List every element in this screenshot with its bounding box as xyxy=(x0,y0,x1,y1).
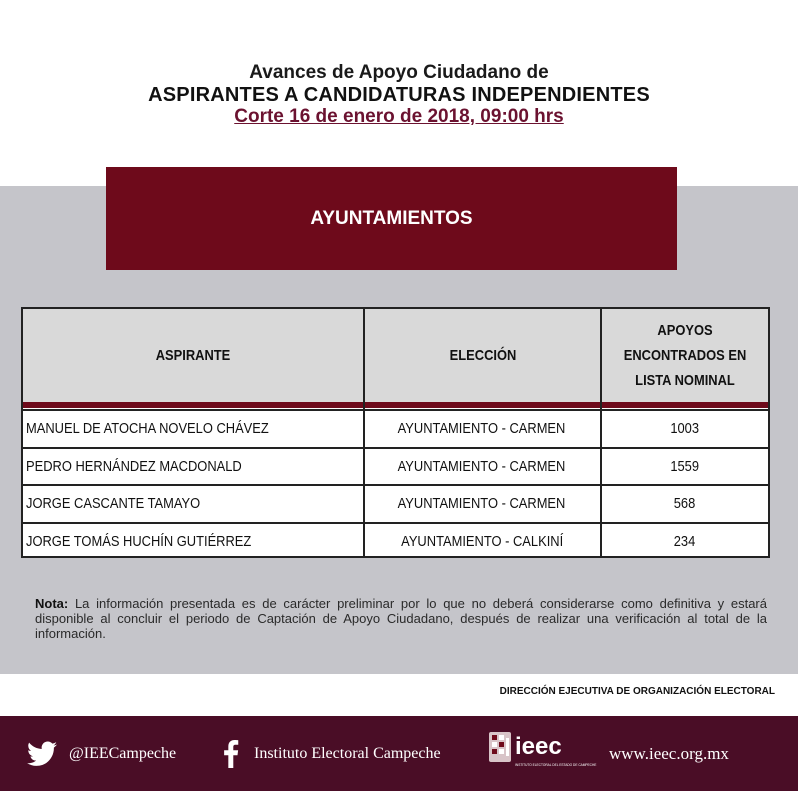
cell-eleccion: AYUNTAMIENTO - CARMEN xyxy=(398,494,566,512)
note-label: Nota: xyxy=(35,596,69,611)
website-link[interactable]: www.ieec.org.mx xyxy=(609,743,729,763)
section-banner: AYUNTAMIENTOS xyxy=(106,167,677,270)
title-date xyxy=(0,106,798,128)
column-divider xyxy=(363,309,365,556)
department-name: DIRECCIÓN EJECUTIVA DE ORGANIZACIÓN ELECTORAL xyxy=(499,686,775,697)
cell-eleccion: AYUNTAMIENTO - CARMEN xyxy=(398,457,566,475)
cell-aspirante: MANUEL DE ATOCHA NOVELO CHÁVEZ xyxy=(26,419,269,437)
table-header xyxy=(23,309,768,403)
table-row xyxy=(23,447,768,483)
footer xyxy=(0,716,798,791)
cell-apoyos: 1003 xyxy=(670,419,700,437)
note xyxy=(35,596,767,641)
cell-apoyos: 234 xyxy=(674,532,696,550)
header-aspirante: ASPIRANTE xyxy=(155,347,231,364)
header-apoyos xyxy=(614,309,757,402)
logo-subtext: INSTITUTO ELECTORAL DEL ESTADO DE CAMPECHE xyxy=(515,763,597,767)
cell-aspirante: JORGE TOMÁS HUCHÍN GUTIÉRREZ xyxy=(26,532,252,550)
facebook-link[interactable] xyxy=(222,716,441,791)
title-line-2: ASPIRANTES A CANDIDATURAS INDEPENDIENTES xyxy=(148,84,650,106)
column-divider xyxy=(600,309,602,556)
table-row xyxy=(23,484,768,520)
results-table xyxy=(21,307,770,558)
cut-date: Corte 16 de enero de 2018, 09:00 hrs xyxy=(234,106,564,127)
note-text: La información presentada es de carácter preliminar por lo que no deberá considerarse como definitiva y estará disponible al concluir el periodo de Captación de Apoyo Ciudadano, después de realizar una verificación al total de la información. xyxy=(35,596,767,641)
table-row xyxy=(23,409,768,445)
logo-text: ieec xyxy=(515,733,562,760)
cell-apoyos: 568 xyxy=(674,494,696,512)
twitter-icon xyxy=(27,741,57,767)
header xyxy=(0,0,798,186)
header-divider xyxy=(23,402,768,408)
facebook-name: Instituto Electoral Campeche xyxy=(254,744,441,762)
cell-eleccion: AYUNTAMIENTO - CARMEN xyxy=(398,419,566,437)
header-apoyos-line-2: ENCONTRADOS EN xyxy=(623,347,747,364)
cell-aspirante: PEDRO HERNÁNDEZ MACDONALD xyxy=(26,457,242,475)
title-line-1: Avances de Apoyo Ciudadano de xyxy=(249,62,549,83)
table-row xyxy=(23,522,768,558)
twitter-handle: @IEECampeche xyxy=(69,744,177,762)
ieec-logo xyxy=(487,728,597,776)
cell-aspirante: JORGE CASCANTE TAMAYO xyxy=(26,494,201,512)
header-eleccion: ELECCIÓN xyxy=(449,347,517,364)
cell-eleccion: AYUNTAMIENTO - CALKINÍ xyxy=(400,532,563,550)
cell-apoyos: 1559 xyxy=(670,457,700,475)
facebook-icon xyxy=(222,740,240,768)
twitter-link[interactable] xyxy=(27,716,176,791)
header-apoyos-line-1: APOYOS xyxy=(657,322,713,339)
header-apoyos-line-3: LISTA NOMINAL xyxy=(635,372,735,389)
